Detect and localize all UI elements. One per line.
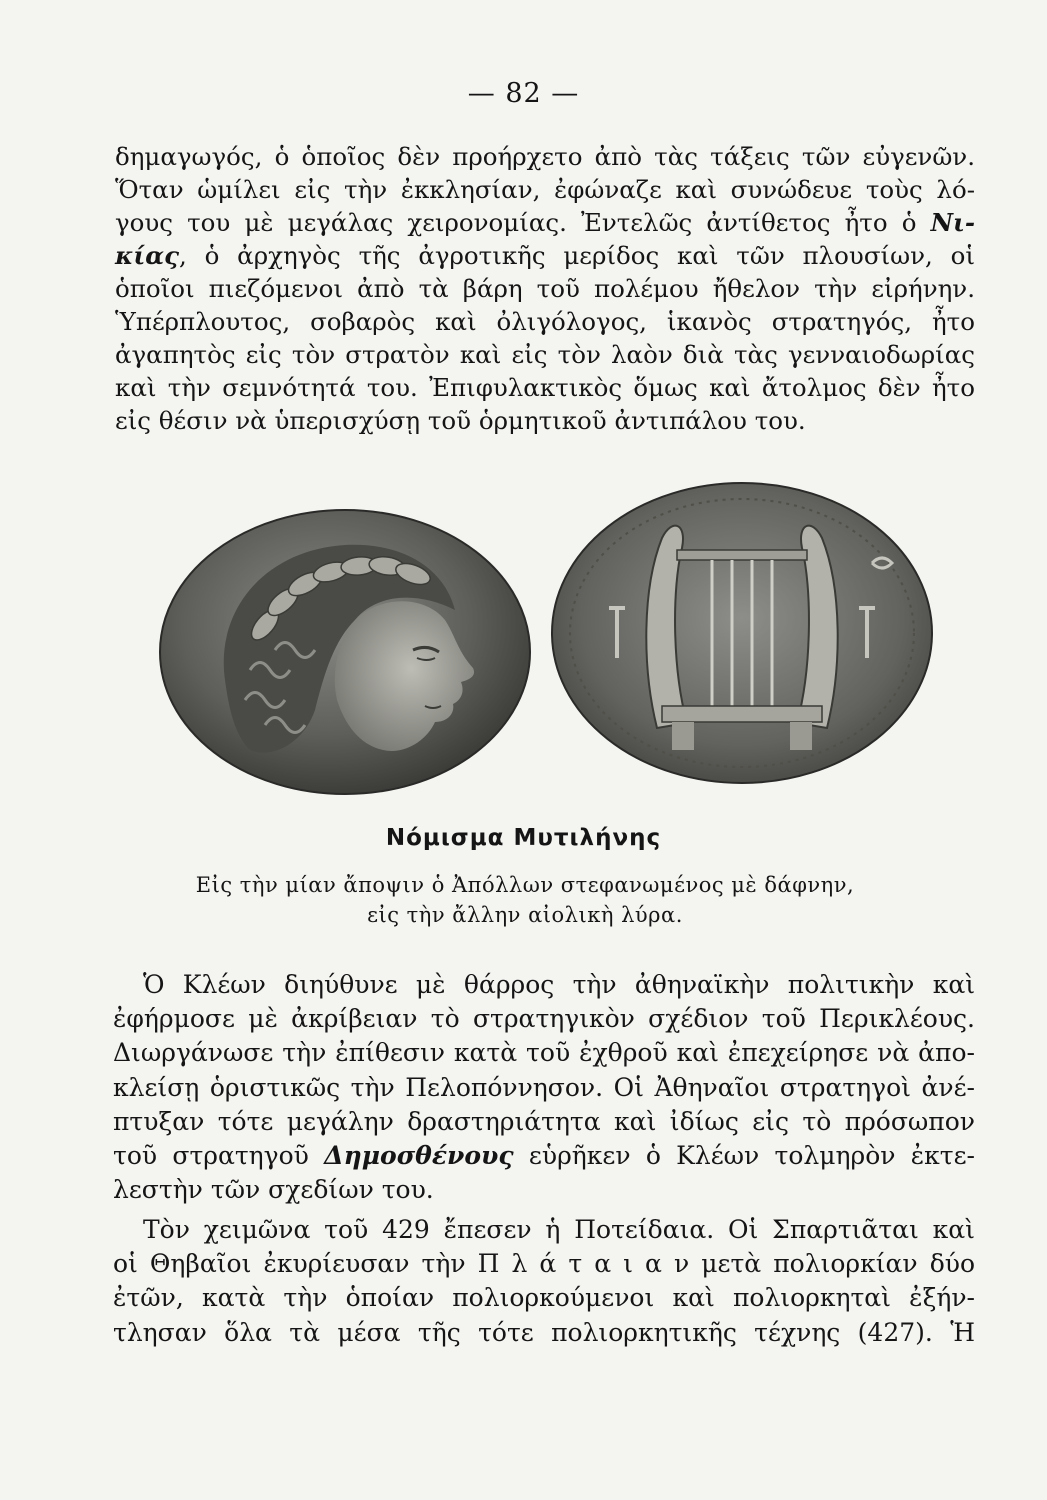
paragraph-poteidaia-plataea bbox=[113, 1213, 975, 1350]
text-line: Διωργάνωσε τὴν ἐπίθεσιν κατὰ τοῦ ἐχθροῦ καὶ ἐπεχείρησε νὰ ἀπο- bbox=[113, 1038, 975, 1068]
text-line: Τὸν χειμῶνα τοῦ 429 ἔπεσεν ἡ Ποτείδαια. Οἱ Σπαρτιᾶται καὶ bbox=[143, 1215, 975, 1244]
text-line: δημαγωγός, ὁ ὁποῖος δὲν προήρχετο ἀπὸ τὰς τάξεις τῶν εὐγενῶν. bbox=[115, 142, 975, 171]
coin-figure bbox=[155, 478, 935, 808]
text-line bbox=[113, 1139, 975, 1173]
text-line: κλείσῃ ὁριστικῶς τὴν Πελοπόννησον. Οἱ Ἀθηναῖοι στρατηγοὶ ἀνέ- bbox=[113, 1072, 975, 1102]
text-line: καὶ τὴν σεμνότητά του. Ἐπιφυλακτικὸς ὅμως καὶ ἄτολμος δὲν ἦτο bbox=[115, 373, 975, 402]
text-segment: γους του μὲ μεγάλας χειρονομίας. Ἐντελῶς ἀντίθετος ἦτο ὁ bbox=[115, 208, 931, 237]
name-demosthenes-emphasis: Δημοσθένους bbox=[324, 1141, 514, 1171]
caption-line: Εἰς τὴν μίαν ἄποψιν ὁ Ἀπόλλων στεφανωμένος μὲ δάφνην, bbox=[195, 873, 855, 897]
page-number: — 82 — bbox=[467, 78, 580, 109]
text-line: λεστὴν τῶν σχεδίων του. bbox=[113, 1175, 434, 1205]
text-line: ἀγαπητὸς εἰς τὸν στρατὸν καὶ εἰς τὸν λαὸν διὰ τὰς γενναιοδωρίας bbox=[115, 340, 975, 369]
name-nicias-emphasis: Νι- bbox=[930, 208, 975, 237]
text-line: ὁποῖοι πιεζόμενοι ἀπὸ τὰ βάρη τοῦ πολέμου ἤθελον τὴν εἰρήνην. bbox=[115, 274, 975, 303]
text-segment: εὑρῆκεν ὁ Κλέων τολμηρὸν ἐκτε- bbox=[513, 1141, 976, 1171]
text-line: οἱ Θηβαῖοι ἐκυρίευσαν τὴν Π λ ά τ α ι α ν μετὰ πολιορκίαν δύο bbox=[113, 1249, 975, 1279]
text-line: πτυξαν τότε μεγάλην δραστηριάτητα καὶ ἰδίως εἰς τὸ πρόσωπον bbox=[113, 1106, 975, 1136]
text-line: Ὑπέρπλουτος, σοβαρὸς καὶ ὀλιγόλογος, ἱκανὸς στρατηγός, ἦτο bbox=[115, 307, 975, 336]
text-line: εἰς θέσιν νὰ ὑπερισχύσῃ τοῦ ὁρμητικοῦ ἀντιπάλου του. bbox=[115, 406, 806, 435]
text-line bbox=[115, 239, 975, 272]
text-segment: , ὁ ἀρχηγὸς τῆς ἀγροτικῆς μερίδος καὶ τῶν πλουσίων, οἱ bbox=[179, 241, 975, 270]
figure-caption-text bbox=[140, 870, 910, 930]
text-line: Ὁ Κλέων διηύθυνε μὲ θάρρος τὴν ἀθηναϊκὴν πολιτικὴν καὶ bbox=[143, 970, 975, 999]
name-nicias-emphasis: κίας bbox=[115, 241, 179, 270]
text-line: τλησαν ὅλα τὰ μέσα τῆς τότε πολιορκητικῆς τέχνης (427). Ἡ bbox=[113, 1317, 975, 1347]
caption-line: εἰς τὴν ἄλλην αἰολικὴ λύρα. bbox=[367, 903, 683, 927]
coin-reverse-lyre-image bbox=[547, 478, 937, 788]
text-line: ἐφήρμοσε μὲ ἀκρίβειαν τὸ στρατηγικὸν σχέδιον τοῦ Περικλέους. bbox=[113, 1004, 975, 1034]
text-line: Ὅταν ὡμίλει εἰς τὴν ἐκκλησίαν, ἐφώναζε καὶ συνώδευε τοὺς λό- bbox=[115, 175, 975, 204]
coin-obverse-apollo-image bbox=[155, 500, 535, 800]
paragraph-cleon-nicias bbox=[115, 140, 975, 437]
figure-caption-title: Νόμισμα Μυτιλήνης bbox=[385, 825, 662, 851]
text-line: ἐτῶν, κατὰ τὴν ὁποίαν πολιορκούμενοι καὶ πολιορκηταὶ ἐξήν- bbox=[113, 1283, 975, 1313]
text-segment: τοῦ στρατηγοῦ bbox=[113, 1141, 325, 1171]
text-line bbox=[115, 206, 975, 239]
paragraph-cleon-policy bbox=[113, 968, 975, 1207]
